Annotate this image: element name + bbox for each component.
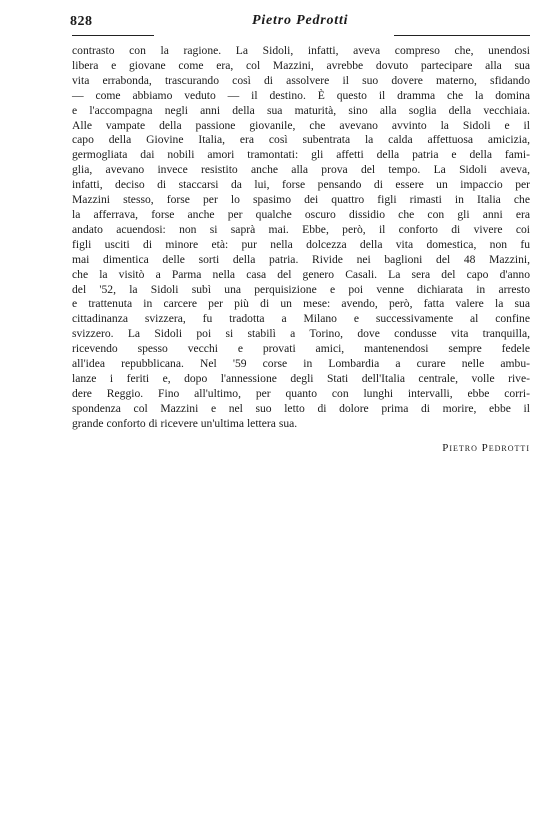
text-line: e l'accompagna negli anni della sua maturità, sino alla soglia della vecchiaia. [72, 103, 530, 117]
text-line: figli usciti di minore età: pur nella dolcezza della vita domestica, non fu [72, 237, 530, 251]
text-line: glia, avevano invece resistito anche alla prova del tempo. La Sidoli aveva, [72, 163, 530, 177]
text-line: infatti, deciso di staccarsi da lui, forse pensando di essere un impaccio per [72, 178, 530, 192]
text-line: libera e giovane come era, col Mazzini, avrebbe dovuto partecipare alla sua [72, 58, 530, 72]
text-line: spondenza col Mazzini e nel suo letto di dolore prima di morire, ebbe il [72, 401, 530, 415]
text-line: svizzero. La Sidoli poi si stabilì a Torino, dove condusse vita tranquilla, [72, 327, 530, 341]
page-header [72, 10, 530, 36]
page-number: 828 [70, 14, 93, 29]
text-line: contrasto con la ragione. La Sidoli, infatti, aveva compreso che, unendosi [72, 44, 530, 57]
running-head: Pietro Pedrotti [252, 13, 349, 28]
book-page [72, 10, 530, 454]
text-line: — come abbiamo veduto — il destino. È questo il dramma che la domina [72, 88, 530, 102]
text-line: cittadinanza svizzera, fu tradotta a Milano e successivamente al confine [72, 312, 530, 326]
body-paragraph [72, 44, 530, 432]
text-line: vita errabonda, trascurando così di assolvere il suo dovere materno, sfidando [72, 73, 530, 87]
text-line: e trattenuta in carcere per più di un mese: avendo, però, fatta valere la sua [72, 297, 530, 311]
header-rule-left [72, 35, 154, 36]
text-line: Alle vampate della passione giovanile, che avevano avvinto la Sidoli e il [72, 118, 530, 132]
text-line: andato acuendosi: non si saprà mai. Ebbe, però, il conforto di vivere coi [72, 222, 530, 236]
text-line: all'idea repubblicana. Nel '59 corse in Lombardia a curare nelle ambu- [72, 357, 530, 371]
text-line: mai dimentica delle sorti della patria. Rivide nei baglioni del 48 Mazzini, [72, 252, 530, 266]
text-line: del '52, la Sidoli subì una perquisizione e poi venne dichiarata in arresto [72, 282, 530, 296]
text-line: dere Reggio. Fino all'ultimo, per quanto con lunghi intervalli, ebbe corri- [72, 386, 530, 400]
text-line: germogliata dai nobili amori tramontati: gli affetti della patria e della fami- [72, 148, 530, 162]
text-line: grande conforto di ricevere un'ultima lettera sua. [72, 416, 298, 430]
text-line: ricevendo spesso vecchi e provati amici, mantenendosi sempre fedele [72, 342, 530, 356]
header-rule-right [394, 35, 530, 36]
author-signature: Pietro Pedrotti [442, 441, 530, 454]
text-line: Mazzini stesso, forse per lo spasimo dei quattro figli rimasti in Italia che [72, 193, 530, 207]
text-line: lanze i feriti e, dopo l'annessione degli Stati dell'Italia centrale, volle rive- [72, 371, 530, 385]
text-line: che la visitò a Parma nella casa del genero Casali. La sera del capo d'anno [72, 267, 530, 281]
text-line: la afferrava, forse anche per qualche oscuro dissidio che con gli anni era [72, 207, 530, 221]
text-line: capo della Giovine Italia, era così subentrata la calda affettuosa amicizia, [72, 133, 530, 147]
